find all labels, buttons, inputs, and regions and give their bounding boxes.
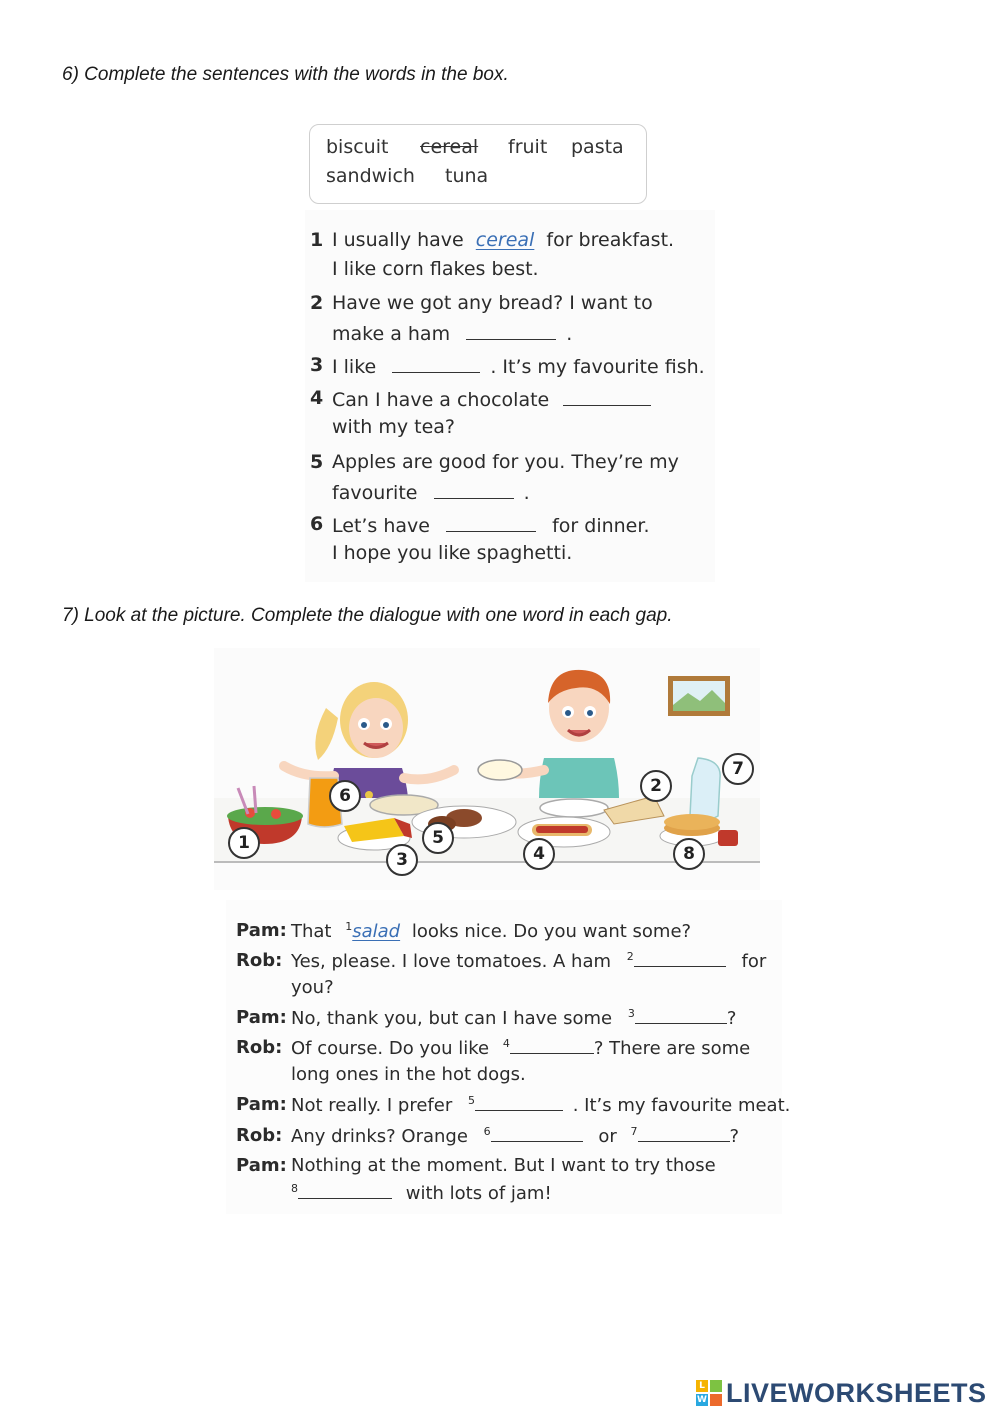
text: Let’s have bbox=[332, 515, 430, 537]
gap-number: 8 bbox=[291, 1182, 298, 1195]
word-box bbox=[309, 124, 647, 204]
speaker: Rob: bbox=[236, 1037, 283, 1058]
box-word: fruit bbox=[508, 136, 548, 158]
gap-number: 3 bbox=[627, 1007, 635, 1020]
answer-blank[interactable] bbox=[446, 513, 536, 532]
speaker: Pam: bbox=[236, 1007, 287, 1028]
answer-blank[interactable] bbox=[563, 387, 651, 406]
box-word-crossed: cereal bbox=[420, 136, 479, 158]
speaker: Pam: bbox=[236, 920, 287, 941]
answer-blank[interactable] bbox=[298, 1182, 392, 1199]
text: for breakfast. bbox=[546, 229, 675, 251]
gap-number: 6 bbox=[483, 1125, 491, 1138]
speaker: Rob: bbox=[236, 950, 283, 971]
gap-number: 1 bbox=[345, 920, 353, 933]
callout-7: 7 bbox=[722, 753, 754, 785]
callout-8: 8 bbox=[673, 838, 705, 870]
text: make a ham bbox=[332, 323, 451, 345]
text: I usually have bbox=[332, 229, 464, 251]
exercise-6-instruction: 6) Complete the sentences with the words in the box. bbox=[62, 64, 509, 85]
callout-1: 1 bbox=[228, 827, 260, 859]
text: . It’s my favourite fish. bbox=[490, 356, 705, 378]
wall-picture-icon bbox=[668, 676, 730, 716]
text: for dinner. bbox=[552, 515, 650, 537]
example-answer: salad bbox=[352, 921, 401, 942]
callout-4: 4 bbox=[523, 838, 555, 870]
item-number: 2 bbox=[310, 292, 324, 314]
item-number: 3 bbox=[310, 354, 324, 376]
answer-blank[interactable] bbox=[475, 1094, 563, 1111]
logo-badge-letter: L bbox=[696, 1380, 708, 1392]
callout-5: 5 bbox=[422, 822, 454, 854]
liveworksheets-logo[interactable] bbox=[696, 1378, 987, 1408]
text: looks nice. Do you want some? bbox=[411, 921, 692, 942]
text: Of course. Do you like bbox=[291, 1038, 490, 1059]
gap-number: 5 bbox=[467, 1094, 475, 1107]
logo-text: LIVEWORKSHEETS bbox=[726, 1377, 987, 1408]
text: ? bbox=[729, 1126, 740, 1147]
text: . It’s my favourite meat. bbox=[572, 1095, 791, 1116]
logo-badge-letter: W bbox=[697, 1395, 707, 1405]
answer-blank[interactable] bbox=[510, 1037, 594, 1054]
text: I like bbox=[332, 356, 377, 378]
gap-number: 4 bbox=[502, 1037, 510, 1050]
sentence-1-line-2: I like corn flakes best. bbox=[332, 258, 539, 280]
item-number: 5 bbox=[310, 451, 324, 473]
callout-3: 3 bbox=[386, 844, 418, 876]
gap-number: 7 bbox=[630, 1125, 638, 1138]
item-number: 6 bbox=[310, 513, 324, 535]
speaker: Pam: bbox=[236, 1094, 287, 1115]
callout-2: 2 bbox=[640, 770, 672, 802]
box-word: pasta bbox=[571, 136, 624, 158]
sentence-2-line-2 bbox=[332, 321, 572, 345]
box-word: tuna bbox=[445, 165, 489, 187]
text: . bbox=[523, 482, 530, 504]
dialogue-line-7-cont bbox=[291, 1182, 552, 1204]
water-jug-icon bbox=[690, 758, 720, 820]
answer-blank[interactable] bbox=[434, 480, 514, 499]
sentence-6-line-2: I hope you like spaghetti. bbox=[332, 542, 573, 564]
item-number: 1 bbox=[310, 229, 324, 251]
dialogue-line-6 bbox=[291, 1125, 739, 1147]
sentence-4-line-2: with my tea? bbox=[332, 416, 456, 438]
speaker: Pam: bbox=[236, 1155, 287, 1176]
sentence-2-line-1: Have we got any bread? I want to bbox=[332, 292, 653, 314]
dialogue-line-2-cont: you? bbox=[291, 977, 334, 998]
answer-blank[interactable] bbox=[466, 321, 556, 340]
sentence-4-line-1 bbox=[332, 387, 651, 411]
sentence-5-line-2 bbox=[332, 480, 530, 504]
text: with lots of jam! bbox=[405, 1183, 552, 1204]
exercise-7-instruction: 7) Look at the picture. Complete the dialogue with one word in each gap. bbox=[62, 605, 673, 626]
sentence-6-line-1 bbox=[332, 513, 649, 537]
text: Any drinks? Orange bbox=[291, 1126, 468, 1147]
dialogue-line-7: Nothing at the moment. But I want to try those bbox=[291, 1155, 716, 1176]
sentence-5-line-1: Apples are good for you. They’re my bbox=[332, 451, 679, 473]
item-number: 4 bbox=[310, 387, 324, 409]
text: Not really. I prefer bbox=[291, 1095, 453, 1116]
text: or bbox=[598, 1126, 617, 1147]
answer-blank[interactable] bbox=[491, 1125, 583, 1142]
sentence-1-line-1 bbox=[332, 229, 674, 251]
sentence-3-line-1 bbox=[332, 354, 705, 378]
dialogue-line-4-cont: long ones in the hot dogs. bbox=[291, 1064, 526, 1085]
text: Can I have a chocolate bbox=[332, 389, 550, 411]
text: ? bbox=[726, 1008, 737, 1029]
gap-number: 2 bbox=[626, 950, 634, 963]
example-answer: cereal bbox=[475, 229, 535, 251]
answer-blank[interactable] bbox=[638, 1125, 730, 1142]
dialogue-line-2 bbox=[291, 950, 766, 972]
dialogue-line-5 bbox=[291, 1094, 790, 1116]
box-word: biscuit bbox=[326, 136, 389, 158]
dialogue-line-3 bbox=[291, 1007, 736, 1029]
text: for bbox=[741, 951, 767, 972]
text: That bbox=[291, 921, 332, 942]
answer-blank[interactable] bbox=[392, 354, 480, 373]
speaker: Rob: bbox=[236, 1125, 283, 1146]
answer-blank[interactable] bbox=[634, 950, 726, 967]
box-word: sandwich bbox=[326, 165, 415, 187]
text: Yes, please. I love tomatoes. A ham bbox=[291, 951, 612, 972]
dialogue-line-4 bbox=[291, 1037, 750, 1059]
text: ? There are some bbox=[593, 1038, 751, 1059]
callout-6: 6 bbox=[329, 780, 361, 812]
text: . bbox=[566, 323, 573, 345]
text: favourite bbox=[332, 482, 418, 504]
dialogue-line-1 bbox=[291, 920, 691, 942]
logo-badge-icon bbox=[696, 1380, 722, 1406]
text: No, thank you, but can I have some bbox=[291, 1008, 613, 1029]
answer-blank[interactable] bbox=[635, 1007, 727, 1024]
